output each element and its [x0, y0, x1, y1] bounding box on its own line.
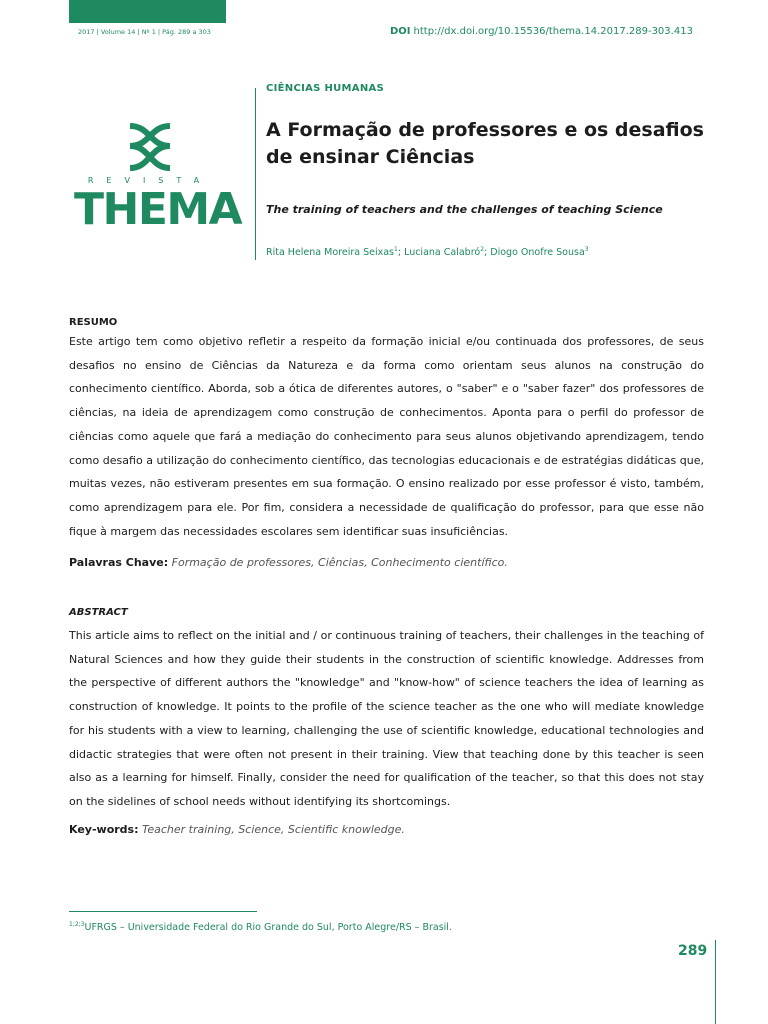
logo-revista: REVISTA — [87, 176, 213, 185]
abstract-keywords — [69, 823, 405, 836]
logo-thema: THEMA — [74, 184, 242, 235]
footnote — [69, 921, 452, 933]
section-label: CIÊNCIAS HUMANAS — [266, 83, 385, 94]
author-separator: ; — [484, 247, 491, 259]
footnote-text: UFRGS – Universidade Federal do Rio Grande do Sul, Porto Alegre/RS – Brasil. — [84, 922, 452, 934]
resumo-heading: RESUMO — [69, 317, 118, 328]
abstract-text: This article aims to reflect on the initial and / or continuous training of teachers, their challenges in the teaching of Natural Sciences and how they guide their students in the construction of scientific knowledge. Addresses from the perspective of different authors the "knowledge" and "know-how" of science teachers the idea of learning as construction of knowledge. It points to the profile of the science teacher as the one who will mediate knowledge for his students with a view to learning, challenging the use of scientific knowledge, educational technologies and didactic strategies that were often not present in their training. View that teaching done by this teacher is seen also as a learning for himself. Finally, consider the need for qualification of the teacher, so that this does not stay on the sidelines of school needs without identifying its shortcomings. — [69, 629, 704, 808]
author-name: Rita Helena Moreira Seixas — [266, 247, 394, 259]
resumo-text: Este artigo tem como objetivo refletir a respeito da formação inicial e/ou continuada dos professores, de seus desafios no ensino de Ciências da Natureza e da forma como orientam seus alunos na construção do conhecimento científico. Aborda, sob a ótica de diferentes autores, o "saber" e o "saber fazer" dos professores de ciências, na ideia de aprendizagem como construção de conhecimentos. Aponta para o perfil do professor de ciências como aquele que fará a mediação do conhecimento para seus alunos objetivando aprendizagem, tendo como desafio a utilização do conhecimento científico, das tecnologias educacionais e de estratégias didáticas que, muitas vezes, não estiveram presentes em sua formação. O ensino realizado por esse professor é visto, também, como aprendizagem para ele. Por fim, considera a necessidade de qualificação do professor, para que esse não fique à margem das necessidades escolares sem identificar suas insuficiências. — [69, 335, 704, 538]
resumo-keywords-label: Palavras Chave: — [69, 556, 169, 569]
article-subtitle: The training of teachers and the challenges of teaching Science — [266, 203, 663, 216]
resumo-keywords-values: Formação de professores, Ciências, Conhecimento científico. — [171, 556, 508, 569]
thema-logo-icon — [122, 120, 178, 174]
author-name: Diogo Onofre Sousa — [490, 247, 585, 259]
author-affiliation: 3 — [584, 246, 589, 253]
doi-label: DOI — [390, 26, 411, 37]
abstract-heading: ABSTRACT — [69, 607, 128, 618]
author-separator: ; — [397, 247, 405, 259]
page-divider — [715, 940, 716, 1024]
abstract-keywords-label: Key-words: — [69, 823, 139, 836]
journal-info: 2017 | Volume 14 | Nº 1 | Pág. 289 a 303 — [78, 28, 211, 36]
author-affiliation: 2 — [480, 246, 485, 253]
doi[interactable] — [390, 26, 693, 37]
resumo-keywords — [69, 556, 508, 569]
author-list — [266, 246, 589, 258]
journal-logo — [70, 120, 242, 235]
article-title: A Formação de professores e os desafios de ensinar Ciências — [266, 119, 704, 168]
abstract-keywords-values: Teacher training, Science, Scientific knowledge. — [142, 823, 405, 836]
header-divider — [255, 88, 256, 260]
author-affiliation: 1 — [394, 246, 398, 253]
footnote-marker: 1;2;3 — [69, 921, 85, 928]
footnote-divider — [69, 911, 257, 912]
author-name: Luciana Calabró — [404, 247, 481, 259]
doi-link[interactable]: http://dx.doi.org/10.15536/thema.14.2017.289-303.413 — [413, 26, 693, 37]
page-number: 289 — [678, 943, 708, 959]
header-bar — [69, 0, 226, 23]
